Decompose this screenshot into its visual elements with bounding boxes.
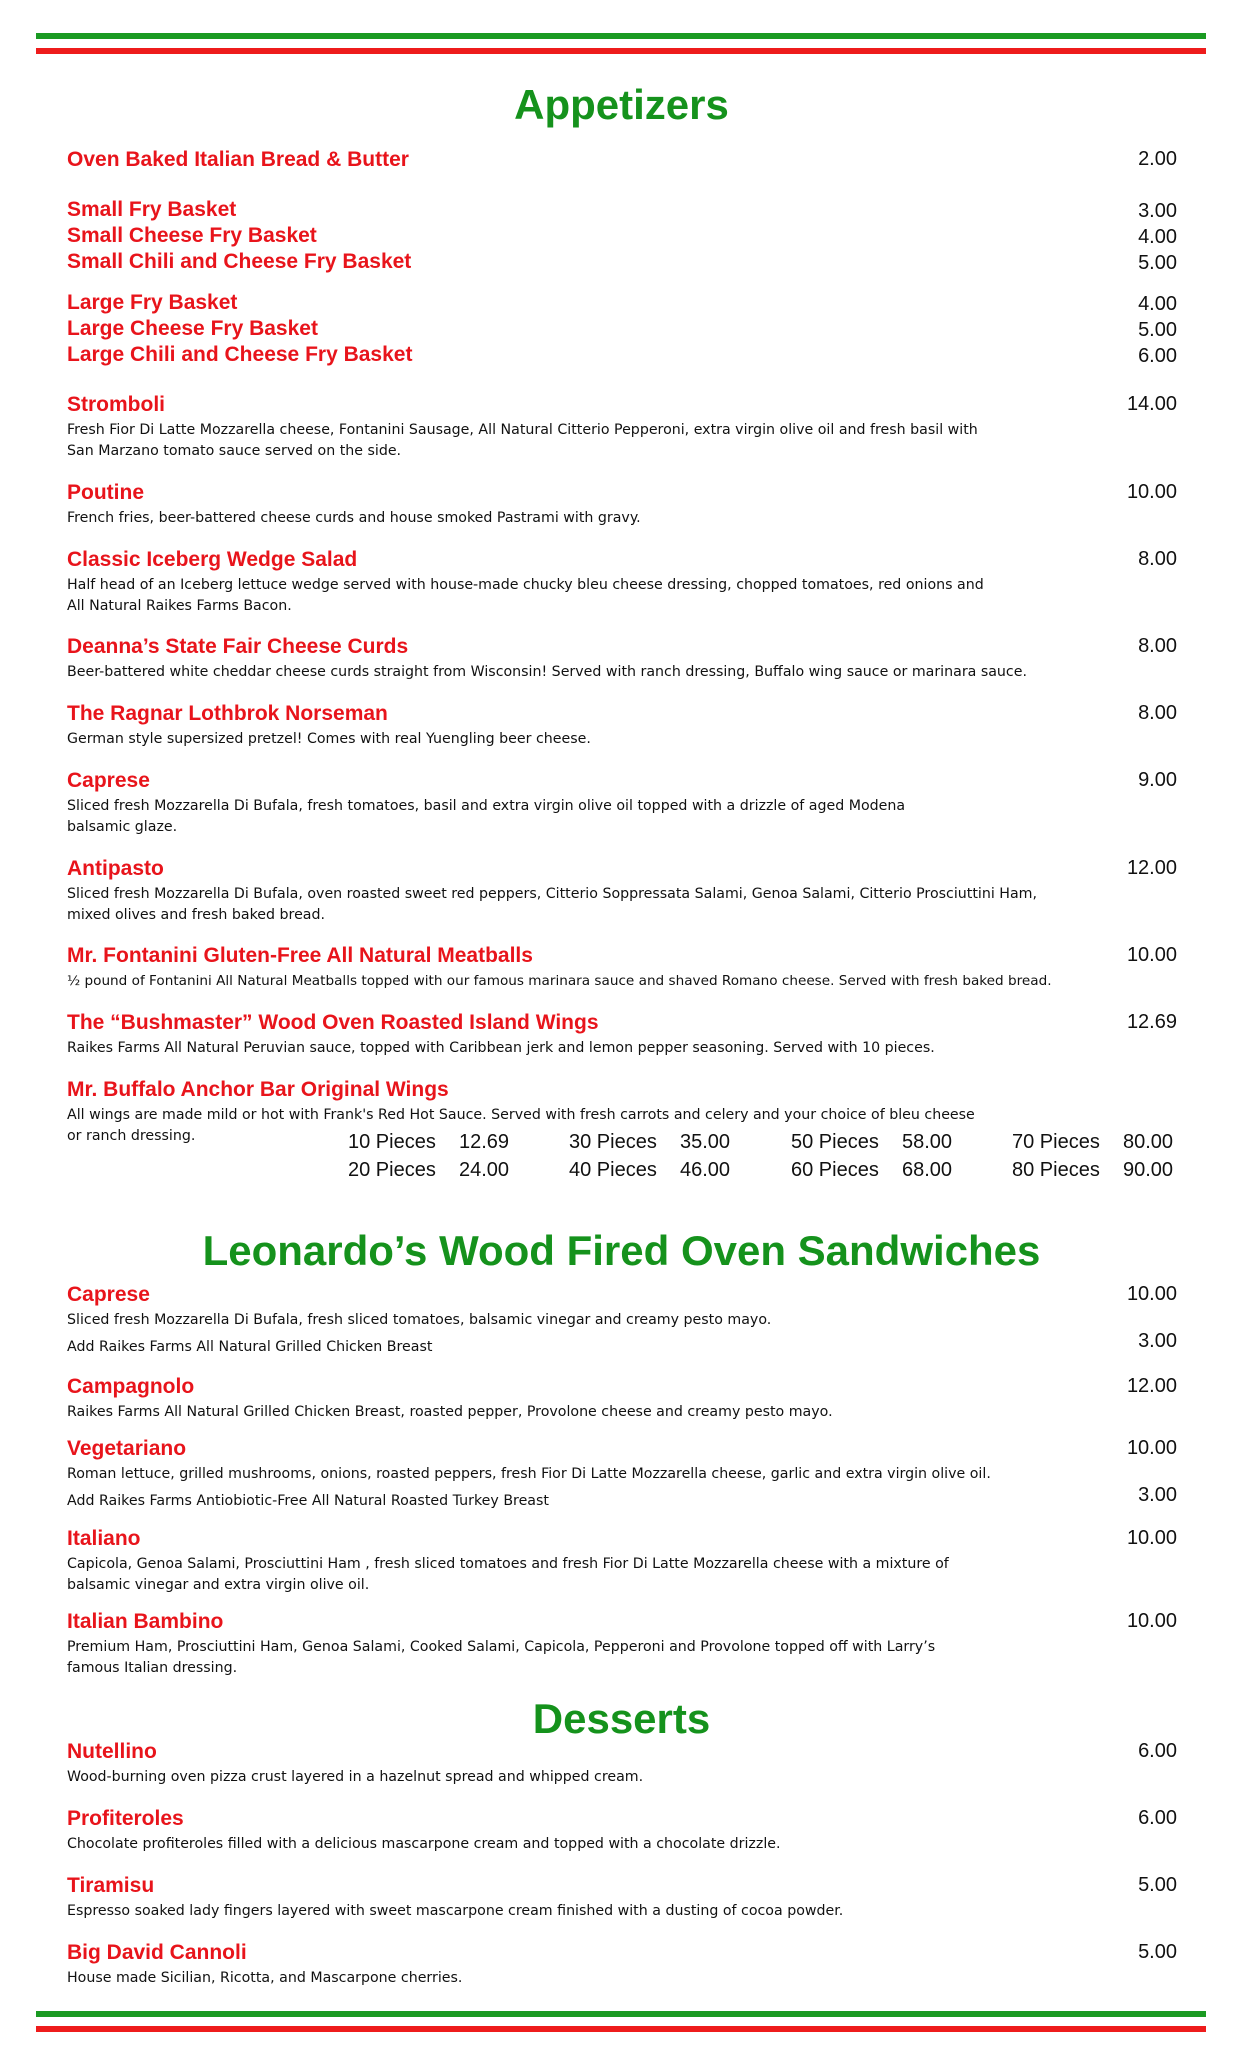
item-name: Tiramisu: [67, 1874, 155, 1897]
item-price: 10.00: [1126, 1610, 1177, 1632]
item-description: ½ pound of Fontanini All Natural Meatballs topped with our famous marinara sauce and shaved Romano cheese. Served with fresh baked bread.: [67, 973, 1052, 989]
item-name: Vegetariano: [67, 1437, 187, 1460]
item-description: Espresso soaked lady fingers layered with sweet mascarpone cream finished with a dusting of cocoa powder.: [67, 1903, 844, 1919]
menu-item: [67, 1010, 1177, 1059]
item-addon: [67, 1330, 1177, 1358]
item-name: Large Fry Basket: [67, 291, 238, 314]
menu-item: [67, 701, 1177, 750]
wing-qty: 10 Pieces: [348, 1131, 436, 1153]
item-price: 10.00: [1126, 1527, 1177, 1549]
top-red-stripe: [36, 48, 1206, 54]
item-name: Small Fry Basket: [67, 198, 237, 221]
wing-price: 90.00: [1123, 1159, 1174, 1181]
item-price: 5.00: [1138, 319, 1177, 341]
item-price: 5.00: [1138, 1874, 1177, 1896]
item-name: Italiano: [67, 1527, 141, 1550]
item-name: Campagnolo: [67, 1375, 195, 1398]
item-name: Small Cheese Fry Basket: [67, 224, 317, 247]
menu-item: [67, 856, 1177, 926]
wing-qty: 70 Pieces: [1012, 1131, 1100, 1153]
item-description: Sliced fresh Mozzarella Di Bufala, fresh sliced tomatoes, balsamic vinegar and creamy pesto mayo.: [67, 1312, 772, 1328]
menu-item: [67, 392, 1177, 462]
item-name: Large Cheese Fry Basket: [67, 317, 318, 340]
wing-price: 68.00: [902, 1159, 953, 1181]
item-name: Stromboli: [67, 393, 165, 416]
item-name: Big David Cannoli: [67, 1941, 247, 1964]
wing-qty: 40 Pieces: [569, 1159, 657, 1181]
item-price: 12.00: [1126, 1375, 1177, 1397]
top-green-stripe: [36, 33, 1206, 39]
item-price: 3.00: [1138, 200, 1177, 222]
item-price: 14.00: [1126, 393, 1177, 415]
item-name: Large Chili and Cheese Fry Basket: [67, 343, 413, 366]
item-description: Raikes Farms All Natural Grilled Chicken Breast, roasted pepper, Provolone cheese and creamy pesto mayo.: [67, 1404, 833, 1420]
menu-item: [67, 480, 1177, 529]
menu-item: [67, 943, 1177, 992]
menu-item: [67, 1940, 1177, 1989]
small-fries-group: [67, 197, 1177, 275]
item-name: Mr. Fontanini Gluten-Free All Natural Meatballs: [67, 944, 533, 967]
addon-price: 3.00: [1138, 1484, 1177, 1506]
wing-price: 58.00: [902, 1131, 953, 1153]
item-name: The “Bushmaster” Wood Oven Roasted Island Wings: [67, 1011, 599, 1034]
menu-item: [67, 768, 1177, 838]
item-price: 8.00: [1138, 702, 1177, 724]
item-price: 9.00: [1138, 769, 1177, 791]
item-price: 10.00: [1126, 1437, 1177, 1459]
wing-qty: 60 Pieces: [791, 1159, 879, 1181]
item-price: 10.00: [1126, 481, 1177, 503]
item-description: Fresh Fior Di Latte Mozzarella cheese, Fontanini Sausage, All Natural Citterio Pepperoni, extra virgin olive oil and fresh basil with San Marzano tomato sauce served on the side.: [67, 422, 978, 459]
item-price: 4.00: [1138, 293, 1177, 315]
menu-item: [67, 1739, 1177, 1788]
wing-qty: 80 Pieces: [1012, 1159, 1100, 1181]
menu-item: [67, 147, 1177, 172]
item-price: 10.00: [1126, 1283, 1177, 1305]
bottom-red-stripe: [36, 2026, 1206, 2032]
menu-item: [67, 1526, 1177, 1596]
item-description: German style supersized pretzel! Comes with real Yuengling beer cheese.: [67, 731, 591, 747]
item-price: 6.00: [1138, 1740, 1177, 1762]
bottom-green-stripe: [36, 2011, 1206, 2017]
item-name: Deanna’s State Fair Cheese Curds: [67, 635, 409, 658]
desserts-heading: Desserts: [532, 1695, 711, 1742]
item-name: Classic Iceberg Wedge Salad: [67, 548, 358, 571]
item-description: Roman lettuce, grilled mushrooms, onions, roasted peppers, fresh Fior Di Latte Mozzarella cheese, garlic and extra virgin olive oil.: [67, 1466, 991, 1482]
item-price: 5.00: [1138, 252, 1177, 274]
item-price: 6.00: [1138, 1807, 1177, 1829]
item-name: Antipasto: [67, 857, 164, 880]
item-description: House made Sicilian, Ricotta, and Mascarpone cherries.: [67, 1970, 463, 1986]
item-name: Nutellino: [67, 1740, 157, 1763]
wing-price: 80.00: [1123, 1131, 1174, 1153]
item-name: Small Chili and Cheese Fry Basket: [67, 250, 412, 273]
wing-qty: 20 Pieces: [348, 1159, 436, 1181]
menu-item: [67, 1436, 1177, 1512]
addon-label: Add Raikes Farms All Natural Grilled Chicken Breast: [67, 1339, 433, 1355]
item-name: Caprese: [67, 1283, 150, 1306]
item-description: Premium Ham, Prosciuttini Ham, Genoa Salami, Cooked Salami, Capicola, Pepperoni and Provolone topped off with Larry’s famous Italian dressing.: [67, 1639, 936, 1676]
wing-price-row: [348, 1159, 1176, 1187]
item-name: Oven Baked Italian Bread & Butter: [67, 148, 409, 171]
item-description: Sliced fresh Mozzarella Di Bufala, oven roasted sweet red peppers, Citterio Soppressata Salami, Genoa Salami, Citterio Prosciuttini Ham, mixed olives and fresh baked bread.: [67, 886, 1037, 923]
wing-price-grid: [348, 1131, 1176, 1187]
addon-price: 3.00: [1138, 1330, 1177, 1352]
item-price: 12.69: [1126, 1011, 1177, 1033]
wing-price: 24.00: [459, 1159, 510, 1181]
menu-item: [67, 1374, 1177, 1423]
item-price: 8.00: [1138, 635, 1177, 657]
item-name: Profiteroles: [67, 1807, 184, 1830]
sandwiches-heading: Leonardo’s Wood Fired Oven Sandwiches: [202, 1227, 1041, 1274]
large-fries-group: [67, 290, 1177, 368]
menu-item: [67, 547, 1177, 617]
menu-item: [67, 1873, 1177, 1922]
item-description: Chocolate profiteroles filled with a delicious mascarpone cream and topped with a chocolate drizzle.: [67, 1836, 781, 1852]
item-description: Raikes Farms All Natural Peruvian sauce, topped with Caribbean jerk and lemon pepper seasoning. Served with 10 pieces.: [67, 1040, 935, 1056]
wing-price: 46.00: [680, 1159, 731, 1181]
item-description: All wings are made mild or hot with Frank's Red Hot Sauce. Served with fresh carrots and celery and your choice of bleu cheese or ranch dressing.: [67, 1107, 975, 1144]
item-description: French fries, beer-battered cheese curds and house smoked Pastrami with gravy.: [67, 510, 641, 526]
wing-price-row: [348, 1131, 1176, 1159]
wing-price: 12.69: [459, 1131, 510, 1153]
item-description: Half head of an Iceberg lettuce wedge served with house-made chucky bleu cheese dressing, chopped tomatoes, red onions and All Natural Raikes Farms Bacon.: [67, 577, 984, 614]
item-price: 2.00: [1138, 148, 1177, 170]
wing-qty: 50 Pieces: [791, 1131, 879, 1153]
item-price: 4.00: [1138, 226, 1177, 248]
item-price: 6.00: [1138, 345, 1177, 367]
item-name: Poutine: [67, 481, 144, 504]
wing-price: 35.00: [680, 1131, 731, 1153]
item-price: 12.00: [1126, 857, 1177, 879]
appetizers-heading: Appetizers: [514, 81, 729, 128]
item-name: Mr. Buffalo Anchor Bar Original Wings: [67, 1078, 449, 1101]
item-name: The Ragnar Lothbrok Norseman: [67, 702, 388, 725]
menu-item: [67, 1806, 1177, 1855]
item-price: 5.00: [1138, 1941, 1177, 1963]
item-name: Italian Bambino: [67, 1610, 224, 1633]
item-description: Capicola, Genoa Salami, Prosciuttini Ham , fresh sliced tomatoes and fresh Fior Di Latte Mozzarella cheese with a mixture of balsamic vinegar and extra virgin olive oil.: [67, 1556, 949, 1593]
addon-label: Add Raikes Farms Antiobiotic-Free All Natural Roasted Turkey Breast: [67, 1493, 549, 1509]
menu-item: [67, 634, 1177, 683]
item-name: Caprese: [67, 769, 150, 792]
item-description: Sliced fresh Mozzarella Di Bufala, fresh tomatoes, basil and extra virgin olive oil topped with a drizzle of aged Modena balsamic glaze.: [67, 798, 906, 835]
item-addon: [67, 1484, 1177, 1512]
item-description: Wood-burning oven pizza crust layered in a hazelnut spread and whipped cream.: [67, 1769, 644, 1785]
item-price: 8.00: [1138, 548, 1177, 570]
item-price: 10.00: [1126, 944, 1177, 966]
item-description: Beer-battered white cheddar cheese curds straight from Wisconsin! Served with ranch dressing, Buffalo wing sauce or marinara sauce.: [67, 664, 1027, 680]
menu-item: [67, 1609, 1177, 1679]
menu-item: [67, 1282, 1177, 1358]
wing-qty: 30 Pieces: [569, 1131, 657, 1153]
